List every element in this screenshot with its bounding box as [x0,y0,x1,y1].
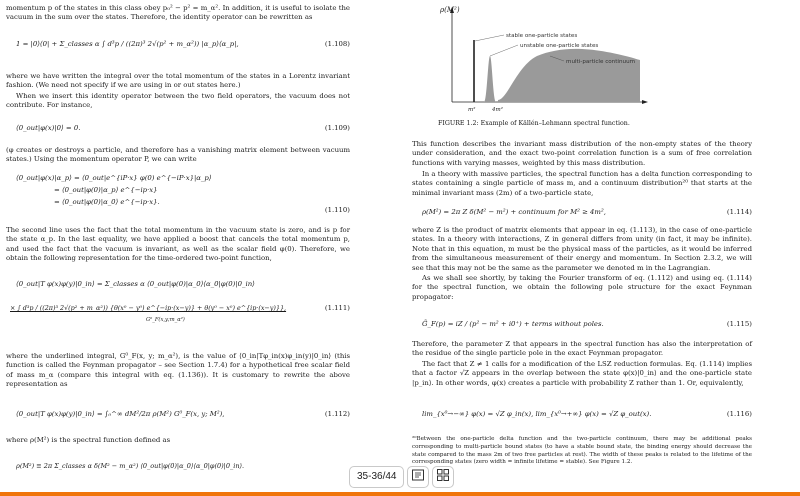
paragraph: The second line uses the fact that the total momentum in the vacuum state is zero, and is p for the state α_p. In the last equality, we have applied a boost that cancels the total momentum p, and used the fact that the vacuum is invariant, as well as the scalar field φ(0). Therefore, we obtain the following representation for the time-ordered two-point function, [6,226,350,263]
paragraph: In a theory with massive particles, the spectral function has a delta function corresponding to states containing a single particle of mass m, and a continuum distribution²⁰ that starts at the minimal invariant mass (2m) of a two-particle state, [412,170,752,197]
equation-number: (1.116) [726,410,752,418]
paragraph: When we insert this identity operator between the two field operators, the vacuum does not contribute. For instance, [6,92,350,110]
leader-line [490,45,518,56]
paragraph: This function describes the invariant mass distribution of the non-empty states of the theory under consideration, and the exact two-point correlation function is a sum of free correlation functions with varying masses, weighted by this mass distribution. [412,140,752,167]
equation-math: ⟨0_out|φ(x)|0⟩ = 0. [16,124,81,132]
footnote: ²⁰Between the one-particle delta function and the two-particle continuum, there may be additional peaks corresponding to multi-particle bound states (to have a stable bound state, the binding energy should decrease the state compared to the mass 2m of two free particles at rest). The width of these peaks is related to the lifetime of the corresponding states (zero width = infinite lifetime = stable). See Figure 1.2. [412,436,752,466]
equation-math: 1 = |0⟩⟨0| + Σ_classes α ∫ d³p / ((2π)³ 2√(p² + m_α²)) |α_p⟩⟨α_p|, [16,40,239,48]
y-axis-label: ρ(M²) [440,6,460,14]
paragraph: (φ creates or destroys a particle, and therefore has a vanishing matrix element between vacuum states.) Using the momentum operator P, we can write [6,146,350,164]
fit-page-button[interactable] [407,466,429,488]
tick-m2: m² [468,107,476,113]
equation-line: = ⟨0_out|φ(0)|α_0⟩ e^{−ip·x}. [54,198,160,206]
equation-math: lim_{x⁰→−∞} φ(x) = √Z φ_in(x), lim_{x⁰→+∞} φ(x) = √Z φ_out(x). [422,410,652,418]
equation-math: ρ(M²) ≡ 2π Σ_classes α δ(M² − m_α²) ⟨0_out|φ(0)|α_0⟩⟨α_0|φ(0)|0_in⟩. [16,462,245,470]
grid-view-icon [436,467,450,486]
viewer-toolbar [349,464,482,489]
equation-number: (1.109) [324,124,350,132]
fit-page-icon [411,467,425,486]
equation-1-111 [6,280,350,342]
label-stable: stable one-particle states [506,33,578,39]
figure-caption: FIGURE 1.2: Example of Källén–Lehmann spectral function. [438,120,630,127]
equation-number: (1.115) [726,320,752,328]
accent-bar [0,492,800,496]
equation-1-108 [6,40,350,64]
paragraph: where ρ(M²) is the spectral function defined as [6,436,171,444]
label-continuum: multi-particle continuum [566,59,636,65]
unstable-peak [484,56,496,102]
equation-line: = ⟨0_out|φ(0)|α_p⟩ e^{−ip·x} [54,186,158,194]
equation-number: (1.108) [324,40,350,48]
equation-line: ⟨0_out|φ(x)|α_p⟩ = ⟨0_out|e^{iP·x} φ(0) e^{−iP·x}|α_p⟩ [16,174,212,182]
equation-number: (1.114) [726,208,752,216]
paragraph: where Z is the product of matrix elements that appear in eq. (1.113), in the case of one-particle states. In a theory with interactions, Z in general differs from unity (in fact, it may be infinite). Note that in this equation, m must be the physical mass of the particles, as it would be inferred from the simultaneous measurement of their energy and momentum. In Section 2.3.2, we will see that this may not be the same as the parameter we denoted m in the Lagrangian. [412,226,752,272]
x-axis-arrow [642,100,648,104]
equation-1-109 [6,124,350,148]
paragraph: where we have written the integral over the total momentum of the states in a Lorentz invariant fashion. (We need not specify if we are using in or out states here.) [6,72,350,90]
equation-line: ⟨0_out|T φ(x)φ(y)|0_in⟩ = Σ_classes α ⟨0_out|φ(0)|α_0⟩⟨α_0|φ(0)|0_in⟩ [16,280,255,288]
equation-math: ⟨0_out|T φ(x)φ(y)|0_in⟩ = ∫₀^∞ dM²/2π ρ(M²) G⁰_F(x, y; M²), [16,410,225,418]
tick-4m2: 4m² [492,107,503,113]
paragraph: momentum p of the states in this class obey p₀² − p² = m_α². In addition, it is useful to isolate the vacuum in the sum over the states. Therefore, the identity operator can be rewritten as [6,4,350,22]
equation-math: ρ(M²) = 2π Z δ(M² − m²) + continuum for M² ≥ 4m², [422,208,606,216]
equation-1-116 [412,410,752,434]
equation-number: (1.111) [324,304,350,312]
spectral-function-figure [432,4,752,117]
paragraph: where the underlined integral, G⁰_F(x, y; m_α²), is the value of ⟨0_in|Tφ_in(x)φ_in(y)|0_in⟩ (this function is called the Feynman propagator – see Section 1.7.4) for a hypothetical free scalar field of mass m_α (compare this integral with eq. (1.136)). It is customary to rewrite the above representation as [6,352,350,389]
equation-number: (1.110) [324,206,350,214]
equation-1-110 [6,174,350,224]
equation-line: × ∫ d³p / ((2π)³ 2√(p² + m_α²)) {θ(x⁰ − y⁰) e^{−ip·(x−y)} + θ(y⁰ − x⁰) e^{ip·(x−y)}}, [10,304,287,312]
continuum-area [498,49,640,102]
equation-number: (1.112) [324,410,350,418]
equation-1-113 [6,462,346,486]
grid-view-button[interactable] [432,466,454,488]
equation-underbrace-label: G⁰_F(x,y;m_α²) [146,317,185,323]
leader-line [475,35,504,41]
page-indicator[interactable]: 35-36/44 [349,466,404,488]
paragraph: As we shall see shortly, by taking the Fourier transform of eq. (1.112) and using eq. (1.114) for the spectral function, we obtain the following pole structure for the exact Feynman propagator: [412,274,752,301]
label-unstable: unstable one-particle states [520,43,599,49]
spectral-plot [432,4,752,114]
equation-1-112 [6,410,350,434]
paragraph: Therefore, the parameter Z that appears in the spectral function has also the interpretation of the residue of the single particle pole in the exact Feynman propagator. [412,340,752,358]
paragraph: The fact that Z ≠ 1 calls for a modification of the LSZ reduction formulas. Eq. (1.114) implies that a factor √Z appears in the overlap between the state φ(x)|0_in⟩ and the one-particle state |p_in⟩. In other words, φ(x) creates a particle with probability Z rather than 1. Or, equivalently, [412,360,752,387]
equation-math: G̃_F(p) = iZ / (p² − m² + i0⁺) + terms without poles. [422,320,604,328]
